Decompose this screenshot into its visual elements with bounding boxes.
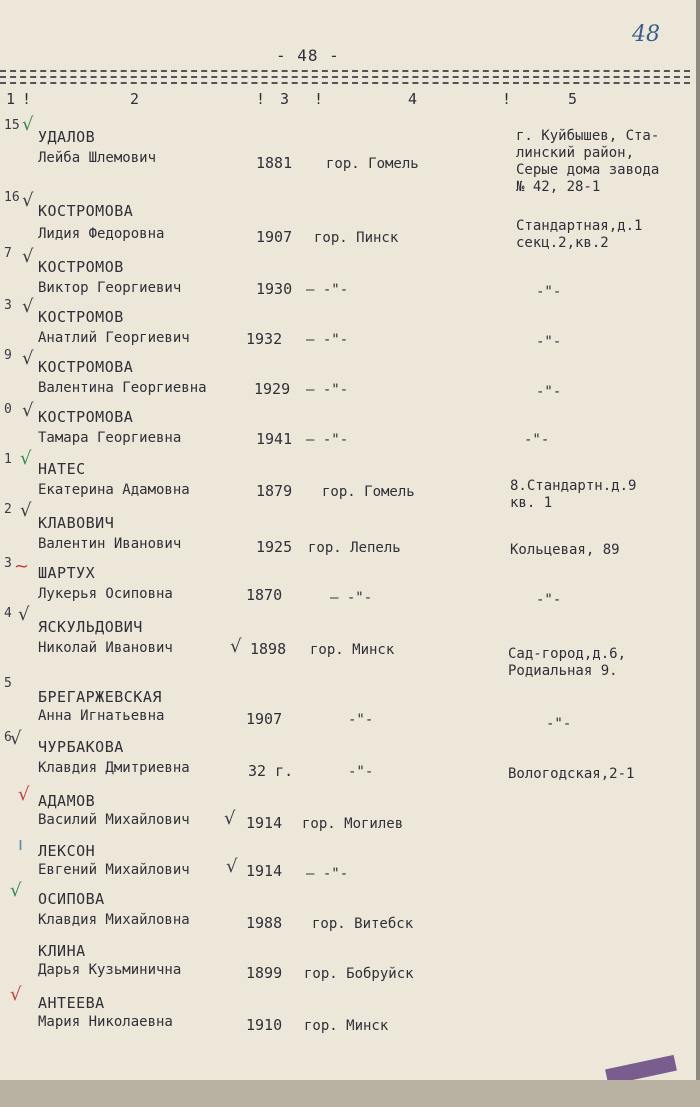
given-name: Дарья Кузьминична xyxy=(38,962,182,978)
row-index: 3 xyxy=(4,298,12,313)
row-index: 4 xyxy=(4,606,12,621)
address-line: Вологодская,2-1 xyxy=(508,766,635,782)
row-index: 5 xyxy=(4,676,12,691)
row-index: 6 xyxy=(4,730,12,745)
check-mark-icon: √ xyxy=(226,856,238,877)
check-mark-icon: √ xyxy=(22,190,34,211)
birthplace: — -"- xyxy=(306,866,349,882)
header-rule-mid xyxy=(0,76,690,78)
given-name: Василий Михайлович xyxy=(38,812,190,828)
surname: ЯСКУЛЬДОВИЧ xyxy=(38,618,143,636)
given-name: Екатерина Адамовна xyxy=(38,482,190,498)
address-line: Кольцевая, 89 xyxy=(510,542,620,558)
address-line: Родиальная 9. xyxy=(508,663,618,679)
check-mark-icon: √ xyxy=(20,500,32,521)
address-line: -"- xyxy=(536,384,562,400)
address xyxy=(546,716,571,733)
birth-year: 32 г. xyxy=(248,762,294,780)
row-index: 2 xyxy=(4,502,12,517)
birthplace: — -"- xyxy=(306,382,349,398)
column-header-5: 5 xyxy=(568,90,578,108)
birth-year: 1898 xyxy=(250,640,287,658)
birthplace: гор. Витебск xyxy=(312,916,414,932)
address-line: Стандартная,д.1 xyxy=(516,218,643,234)
row-index: 9 xyxy=(4,348,12,363)
birthplace: — -"- xyxy=(330,590,373,606)
check-mark-icon: √ xyxy=(22,296,34,317)
row-index: 0 xyxy=(4,402,12,417)
birth-year: 1899 xyxy=(246,964,283,982)
given-name: Анатлий Георгиевич xyxy=(38,330,190,346)
birthplace: гор. Пинск xyxy=(314,230,399,246)
birth-year: 1910 xyxy=(246,1016,283,1034)
birthplace: — -"- xyxy=(306,432,349,448)
surname: ОСИПОВА xyxy=(38,890,105,908)
scan-background xyxy=(0,1080,700,1107)
given-name: Евгений Михайлович xyxy=(38,862,190,878)
birth-year: 1929 xyxy=(254,380,291,398)
address-line: -"- xyxy=(536,592,562,608)
given-name: Николай Иванович xyxy=(38,640,173,656)
column-separator: ! xyxy=(314,90,324,108)
birth-year: 1914 xyxy=(246,862,283,880)
birth-year: 1941 xyxy=(256,430,293,448)
address xyxy=(536,334,561,351)
page-edge xyxy=(696,0,700,1107)
address-line: Сад-город,д.6, xyxy=(508,646,627,662)
surname: КОСТРОМОВА xyxy=(38,358,134,376)
given-name: Анна Игнатьевна xyxy=(38,708,165,724)
check-mark-icon: √ xyxy=(20,448,32,469)
header-rule-top xyxy=(0,70,690,72)
birthplace: гор. Минск xyxy=(304,1018,389,1034)
address xyxy=(524,432,549,449)
address xyxy=(516,128,659,196)
birthplace: гор. Лепель xyxy=(308,540,401,556)
surname: КОСТРОМОВА xyxy=(38,408,134,426)
address-line: -"- xyxy=(536,284,562,300)
address-line: -"- xyxy=(536,334,562,350)
pen-stroke-icon: ~ xyxy=(14,556,30,577)
address-line: кв. 1 xyxy=(510,495,553,511)
address xyxy=(536,384,561,401)
surname: АДАМОВ xyxy=(38,792,96,810)
surname: КЛАВОВИЧ xyxy=(38,514,115,532)
pen-stroke-icon: ı xyxy=(18,834,24,855)
given-name: Тамара Георгиевна xyxy=(38,430,182,446)
birth-year: 1907 xyxy=(256,228,293,246)
given-name: Мария Николаевна xyxy=(38,1014,173,1030)
row-index: 3 xyxy=(4,556,12,571)
address-line: линский район, xyxy=(516,145,635,161)
birthplace: гор. Могилев xyxy=(302,816,404,832)
birth-year: 1930 xyxy=(256,280,293,298)
row-index: 7 xyxy=(4,246,12,261)
check-mark-icon: √ xyxy=(18,784,30,805)
page-number: - 48 - xyxy=(276,46,340,65)
handwritten-page-number: 48 xyxy=(632,22,660,47)
address xyxy=(510,542,620,559)
address-line: г. Куйбышев, Ста- xyxy=(516,128,660,144)
surname: НАТЕС xyxy=(38,460,86,478)
birthplace: гор. Бобруйск xyxy=(304,966,414,982)
address-line: 8.Стандартн.д.9 xyxy=(510,478,637,494)
surname: ЛЕКСОН xyxy=(38,842,96,860)
check-mark-icon: √ xyxy=(10,728,22,749)
address-line: № 42, 28-1 xyxy=(516,179,601,195)
birthplace: — -"- xyxy=(306,332,349,348)
column-header-1: 1 xyxy=(6,90,16,108)
surname: АНТЕЕВА xyxy=(38,994,105,1012)
check-mark-icon: √ xyxy=(22,348,34,369)
birth-year: 1914 xyxy=(246,814,283,832)
birth-year: 1932 xyxy=(246,330,283,348)
column-header-4: 4 xyxy=(408,90,418,108)
check-mark-icon: √ xyxy=(230,636,242,657)
column-separator: ! xyxy=(256,90,266,108)
given-name: Лейба Шлемович xyxy=(38,150,157,166)
birth-year: 1881 xyxy=(256,154,293,172)
address-line: -"- xyxy=(546,716,572,732)
check-mark-icon: √ xyxy=(10,984,22,1005)
surname: КОСТРОМОВ xyxy=(38,308,124,326)
address xyxy=(508,646,626,680)
check-mark-icon: √ xyxy=(22,114,34,135)
column-separator: ! xyxy=(22,90,32,108)
check-mark-icon: √ xyxy=(10,880,22,901)
surname: КОСТРОМОВА xyxy=(38,202,134,220)
column-header-3: 3 xyxy=(280,90,290,108)
row-index: 1 xyxy=(4,452,12,467)
check-mark-icon: √ xyxy=(224,808,236,829)
birthplace: гор. Минск xyxy=(310,642,395,658)
given-name: Лукерья Осиповна xyxy=(38,586,173,602)
column-header-2: 2 xyxy=(130,90,140,108)
surname: ЧУРБАКОВА xyxy=(38,738,124,756)
address xyxy=(510,478,636,512)
row-index: 16 xyxy=(4,190,20,205)
address xyxy=(508,766,634,783)
surname: КЛИНА xyxy=(38,942,86,960)
address xyxy=(536,592,561,609)
surname: ШАРТУХ xyxy=(38,564,96,582)
birthplace: -"- xyxy=(348,764,374,780)
address-line: Серые дома завода xyxy=(516,162,660,178)
header-rule-bottom xyxy=(0,82,690,84)
check-mark-icon: √ xyxy=(18,604,30,625)
surname: БРЕГАРЖЕВСКАЯ xyxy=(38,688,162,706)
given-name: Валентин Иванович xyxy=(38,536,182,552)
birth-year: 1879 xyxy=(256,482,293,500)
birth-year: 1925 xyxy=(256,538,293,556)
surname: УДАЛОВ xyxy=(38,128,96,146)
birth-year: 1988 xyxy=(246,914,283,932)
row-index: 15 xyxy=(4,118,20,133)
birthplace: гор. Гомель xyxy=(326,156,419,172)
check-mark-icon: √ xyxy=(22,246,34,267)
given-name: Лидия Федоровна xyxy=(38,226,165,242)
column-separator: ! xyxy=(502,90,512,108)
check-mark-icon: √ xyxy=(22,400,34,421)
birthplace: гор. Гомель xyxy=(322,484,415,500)
given-name: Валентина Георгиевна xyxy=(38,380,207,396)
given-name: Виктор Георгиевич xyxy=(38,280,182,296)
address-line: секц.2,кв.2 xyxy=(516,235,609,251)
birth-year: 1870 xyxy=(246,586,283,604)
address xyxy=(536,284,561,301)
given-name: Клавдия Михайловна xyxy=(38,912,190,928)
address xyxy=(516,218,642,252)
birthplace: -"- xyxy=(348,712,374,728)
address-line: -"- xyxy=(524,432,550,448)
birthplace: — -"- xyxy=(306,282,349,298)
birth-year: 1907 xyxy=(246,710,283,728)
given-name: Клавдия Дмитриевна xyxy=(38,760,190,776)
surname: КОСТРОМОВ xyxy=(38,258,124,276)
